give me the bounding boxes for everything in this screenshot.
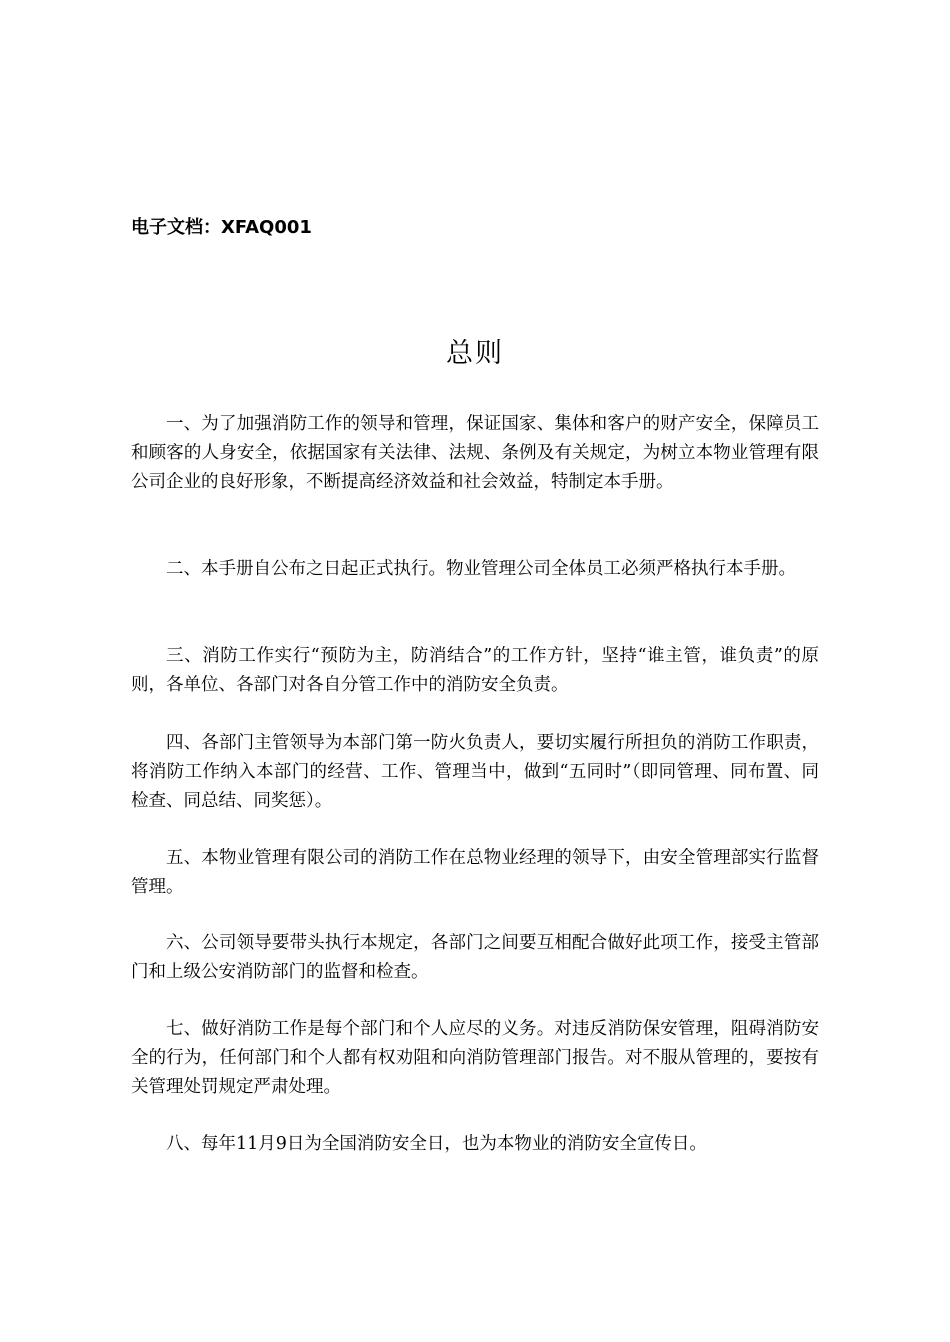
article-2: 二、本手册自公布之日起正式执行。物业管理公司全体员工必须严格执行本手册。 (166, 559, 796, 579)
article-4: 四、各部门主管领导为本部门第一防火负责人，要切实履行所担负的消防工作职责，将消防工作纳入本部门的经营、工作、管理当中，做到“五同时”（即同管理、同布置、同检查、同总结、同奖惩）。 (131, 733, 819, 811)
document-id: 电子文档：XFAQ001 (131, 217, 312, 238)
article-8: 八、每年11月9日为全国消防安全日，也为本物业的消防安全宣传日。 (166, 1134, 707, 1154)
article-1: 一、为了加强消防工作的领导和管理，保证国家、集体和客户的财产安全，保障员工和顾客的人身安全，依据国家有关法律、法规、条例及有关规定，为树立本物业管理有限公司企业的良好形象，不断提高经济效益和社会效益，特制定本手册。 (131, 414, 819, 492)
article-6: 六、公司领导要带头执行本规定，各部门之间要互相配合做好此项工作，接受主管部门和上级公安消防部门的监督和检查。 (131, 933, 819, 982)
page-title: 总则 (446, 338, 504, 369)
article-3: 三、消防工作实行“预防为主，防消结合”的工作方针，坚持“谁主管，谁负责”的原则，各单位、各部门对各自分管工作中的消防安全负责。 (131, 646, 819, 695)
article-5: 五、本物业管理有限公司的消防工作在总物业经理的领导下，由安全管理部实行监督管理。 (131, 848, 819, 897)
article-7: 七、做好消防工作是每个部门和个人应尽的义务。对违反消防保安管理，阻碍消防安全的行为，任何部门和个人都有权劝阻和向消防管理部门报告。对不服从管理的，要按有关管理处罚规定严肃处理。 (131, 1019, 819, 1097)
